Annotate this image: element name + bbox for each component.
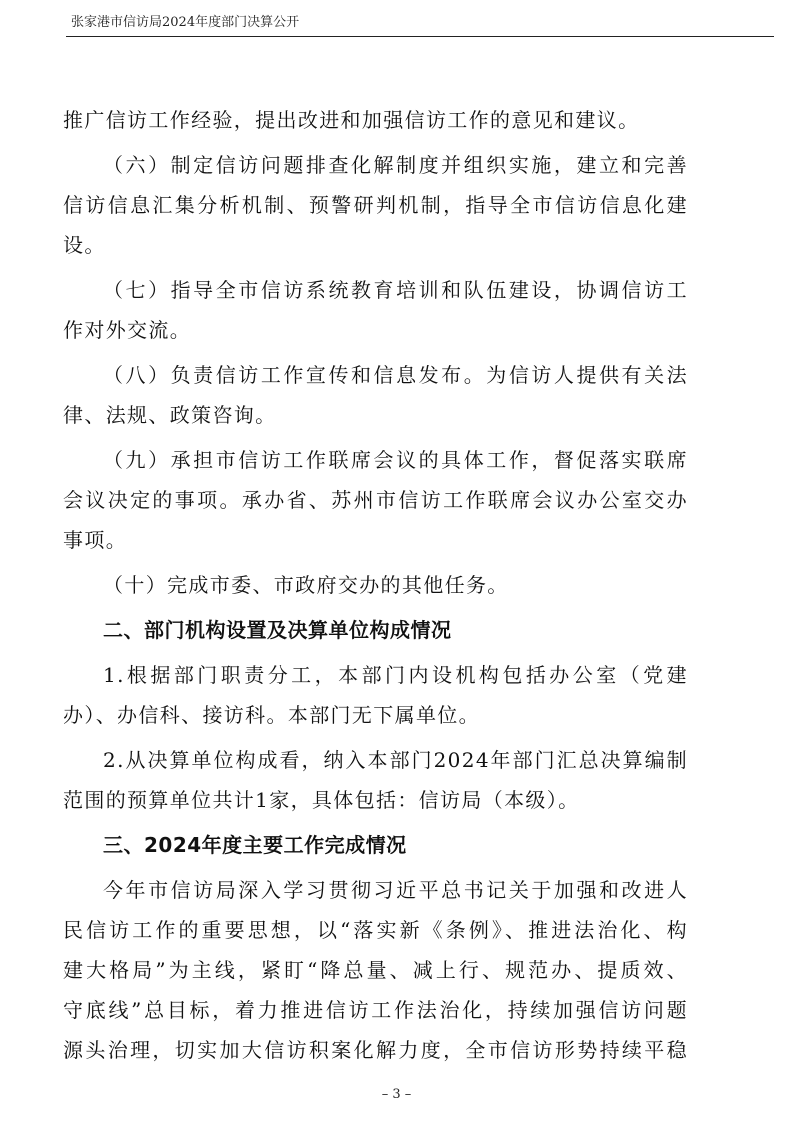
text-line: 推广信访工作经验，提出改进和加强信访工作的意见和建议。	[63, 108, 640, 132]
paragraph	[63, 100, 688, 140]
paragraph	[103, 565, 688, 605]
paragraph	[63, 145, 688, 265]
text-line: （八）负责信访工作宣传和信息发布。为信访人提供有关法	[103, 363, 688, 387]
text-line: 律、法规、政策咨询。	[63, 403, 277, 427]
text-line: 1.根据部门职责分工，本部门内设机构包括办公室（党建	[103, 663, 688, 687]
document-body	[63, 100, 688, 1075]
page-number: – 3 –	[381, 1087, 412, 1102]
text-line: 守底线”总目标，着力推进信访工作法治化，持续加强信访问题	[63, 998, 688, 1022]
text-line: 信访信息汇集分析机制、预警研判机制，指导全市信访信息化建	[63, 193, 688, 217]
header-divider	[66, 36, 774, 37]
text-line: 源头治理，切实加大信访积案化解力度，全市信访形势持续平稳	[63, 1038, 688, 1062]
text-line: （七）指导全市信访系统教育培训和队伍建设，协调信访工	[103, 278, 688, 302]
paragraph	[63, 440, 688, 560]
text-line: 2.从决算单位构成看，纳入本部门2024年部门汇总决算编制	[103, 748, 688, 772]
text-line: 作对外交流。	[63, 318, 192, 342]
paragraph	[63, 870, 688, 1070]
paragraph	[63, 355, 688, 435]
text-line: 办）、办信科、接访科。本部门无下属单位。	[63, 703, 480, 727]
section-heading: 二、部门机构设置及决算单位构成情况	[103, 618, 452, 642]
paragraph	[63, 740, 688, 820]
text-line: （九）承担市信访工作联席会议的具体工作，督促落实联席	[103, 448, 688, 472]
text-line: 事项。	[63, 528, 128, 552]
paragraph	[63, 270, 688, 350]
running-header: 张家港市信访局2024年度部门决算公开	[71, 15, 300, 30]
text-line: （十）完成市委、市政府交办的其他任务。	[103, 573, 509, 597]
text-line: （六）制定信访问题排查化解制度并组织实施，建立和完善	[103, 153, 688, 177]
text-line: 民信访工作的重要思想，以“落实新《条例》、推进法治化、构	[63, 918, 688, 942]
paragraph	[63, 655, 688, 735]
text-line: 今年市信访局深入学习贯彻习近平总书记关于加强和改进人	[103, 878, 688, 902]
text-line: 会议决定的事项。承办省、苏州市信访工作联席会议办公室交办	[63, 488, 688, 512]
text-line: 建大格局”为主线，紧盯“降总量、减上行、规范办、提质效、	[63, 958, 688, 982]
text-line: 设。	[63, 233, 106, 257]
section-heading: 三、2024年度主要工作完成情况	[103, 833, 407, 857]
text-line: 范围的预算单位共计1家，具体包括：信访局（本级）。	[63, 788, 580, 812]
